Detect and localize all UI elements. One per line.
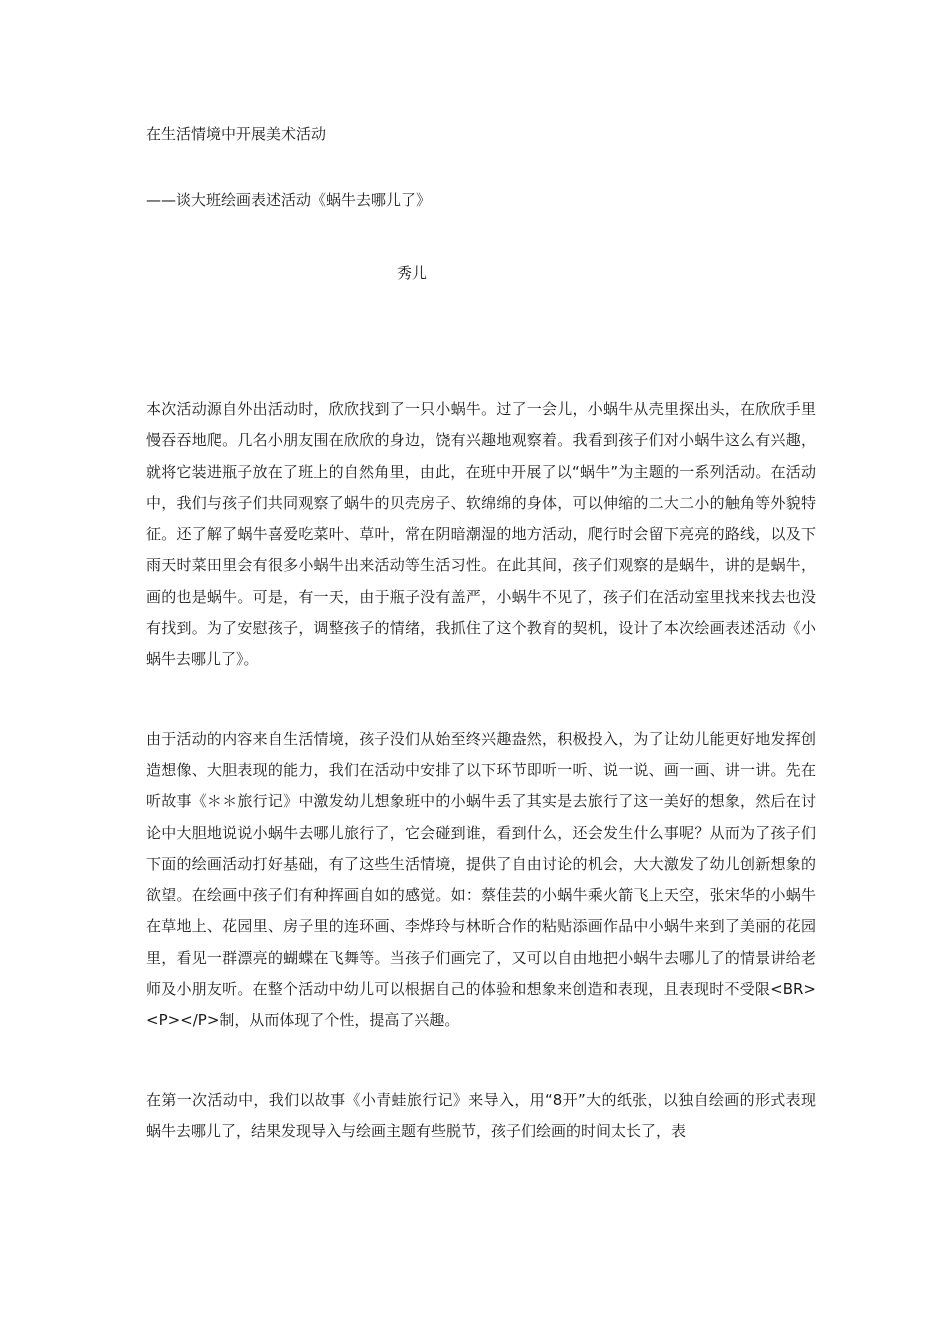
document-author: 秀儿 — [397, 264, 428, 282]
document-body — [146, 394, 816, 1195]
document-subtitle: ——谈大班绘画表述活动《蜗牛去哪儿了》 — [146, 191, 432, 209]
paragraph-3: 在第一次活动中，我们以故事《小青蛙旅行记》来导入，用“8开”大的纸张，以独自绘画的形式表现蜗牛去哪儿了，结果发现导入与绘画主题有些脱节，孩子们绘画的时间太长了，表 — [146, 1090, 816, 1140]
document-title: 在生活情境中开展美术活动 — [146, 125, 327, 143]
paragraph-2: 由于活动的内容来自生活情境，孩子没们从始至终兴趣盎然，积极投入，为了让幼儿能更好地发挥创造想像、大胆表现的能力，我们在活动中安排了以下环节即听一听、说一说、画一画、讲一讲。先在听故事《＊＊旅行记》中激发幼儿想象班中的小蜗牛丢了其实是去旅行了这一美好的想象，然后在讨论中大胆地说说小蜗牛去哪儿旅行了，它会碰到谁，看到什么，还会发生什么事呢？从而为了孩子们下面的绘画活动打好基础，有了这些生活情境，提供了自由讨论的机会，大大激发了幼儿创新想象的欲望。在绘画中孩子们有种挥画自如的感觉。如：蔡佳芸的小蜗牛乘火箭飞上天空，张宋华的小蜗牛在草地上、花园里、房子里的连环画、李烨玲与林昕合作的粘贴添画作品中小蜗牛来到了美丽的花园里，看见一群漂亮的蝴蝶在飞舞等。当孩子们画完了，又可以自由地把小蜗牛去哪儿了的情景讲给老师及小朋友听。在整个活动中幼儿可以根据自己的体验和想象来创造和表现，且表现时不受限<BR><P></P>制，从而体现了个性，提高了兴趣。 — [146, 729, 816, 1030]
paragraph-1: 本次活动源自外出活动时，欣欣找到了一只小蜗牛。过了一会儿，小蜗牛从壳里探出头，在欣欣手里慢吞吞地爬。几名小朋友围在欣欣的身边，饶有兴趣地观察着。我看到孩子们对小蜗牛这么有兴趣，就将它装进瓶子放在了班上的自然角里，由此，在班中开展了以“蜗牛”为主题的一系列活动。在活动中，我们与孩子们共同观察了蜗牛的贝壳房子、软绵绵的身体，可以伸缩的二大二小的触角等外貌特征。还了解了蜗牛喜爱吃菜叶、草叶，常在阴暗潮湿的地方活动，爬行时会留下亮亮的路线，以及下雨天时菜田里会有很多小蜗牛出来活动等生活习性。在此其间，孩子们观察的是蜗牛，讲的是蜗牛，画的也是蜗牛。可是，有一天，由于瓶子没有盖严，小蜗牛不见了，孩子们在活动室里找来找去也没有找到。为了安慰孩子，调整孩子的情绪，我抓住了这个教育的契机，设计了本次绘画表述活动《小蜗牛去哪儿了》。 — [146, 400, 816, 669]
